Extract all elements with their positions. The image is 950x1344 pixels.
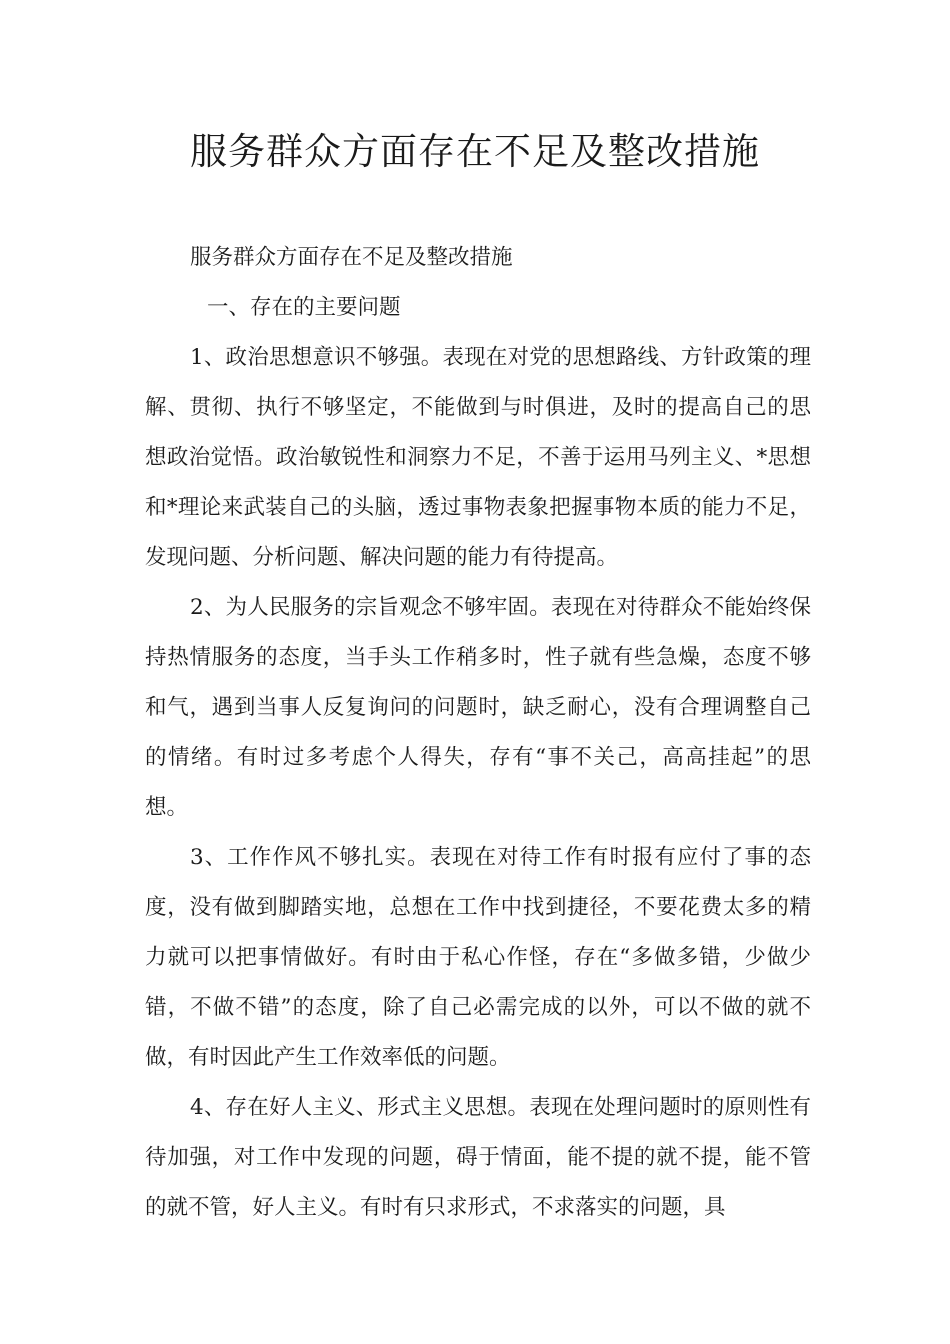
document-subtitle: 服务群众方面存在不足及整改措施 bbox=[190, 245, 513, 270]
paragraph-3: 3、工作作风不够扎实。表现在对待工作有时报有应付了事的态度，没有做到脚踏实地，总想在工作中找到捷径，不要花费太多的精力就可以把事情做好。有时由于私心作怪，存在“多做多错，少做少错，不做不错”的态度，除了自己必需完成的以外，可以不做的就不做，有时因此产生工作效率低的问题。 bbox=[145, 845, 811, 1070]
paragraph-1: 1、政治思想意识不够强。表现在对党的思想路线、方针政策的理解、贯彻、执行不够坚定，不能做到与时俱进，及时的提高自己的思想政治觉悟。政治敏锐性和洞察力不足，不善于运用马列主义、*思想和*理论来武装自己的头脑，透过事物表象把握事物本质的能力不足，发现问题、分析问题、解决问题的能力有待提高。 bbox=[145, 345, 811, 570]
paragraph-4: 4、存在好人主义、形式主义思想。表现在处理问题时的原则性有待加强，对工作中发现的问题，碍于情面，能不提的就不提，能不管的就不管，好人主义。有时有只求形式，不求落实的问题，具 bbox=[145, 1095, 811, 1220]
document-title: 服务群众方面存在不足及整改措施 bbox=[190, 130, 760, 173]
document-body bbox=[145, 233, 811, 1233]
section-heading: 一、存在的主要问题 bbox=[207, 295, 401, 320]
paragraph-2: 2、为人民服务的宗旨观念不够牢固。表现在对待群众不能始终保持热情服务的态度，当手头工作稍多时，性子就有些急燥，态度不够和气，遇到当事人反复询问的问题时，缺乏耐心，没有合理调整自己的情绪。有时过多考虑个人得失，存有“事不关己，高高挂起”的思想。 bbox=[145, 595, 811, 820]
